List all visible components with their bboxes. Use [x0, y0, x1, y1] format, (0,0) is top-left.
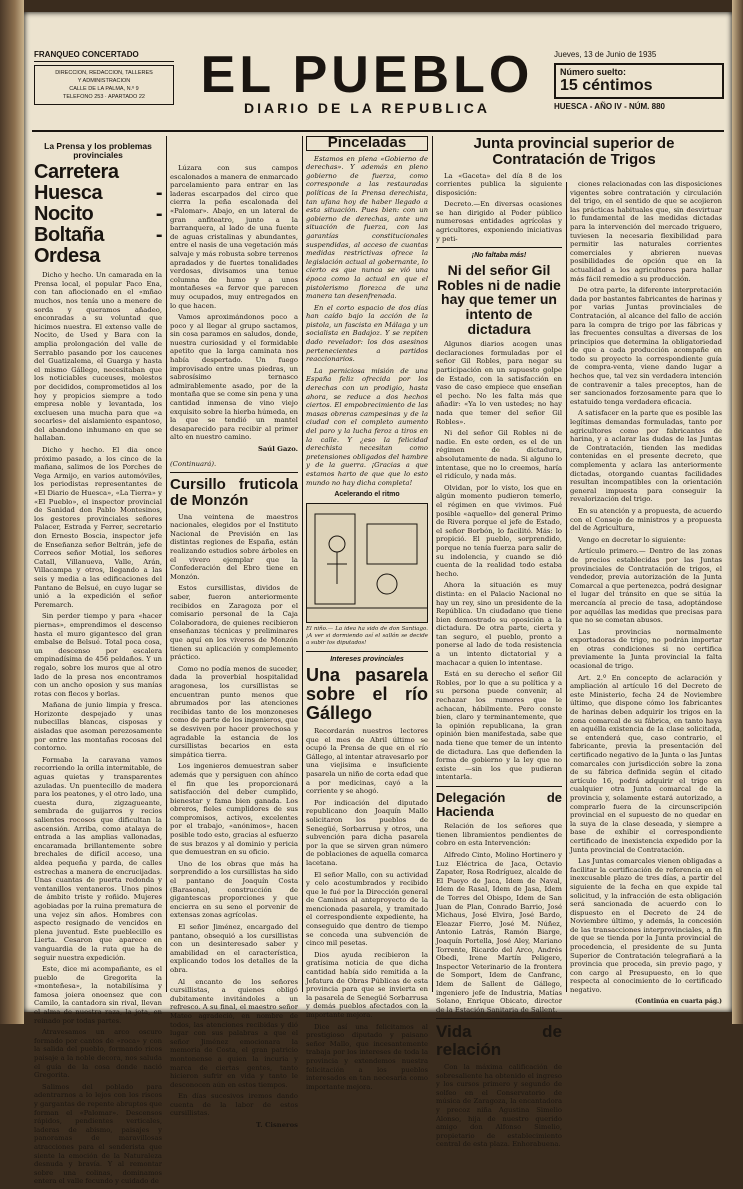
- cartoon-drawing: [307, 504, 427, 620]
- continued-note: (Continuará).: [170, 459, 217, 468]
- article-headline: Delegación de Hacienda: [436, 789, 562, 819]
- paragraph: Las provincias normalmente exportadoras de trigo, no podrán importar en otras condiciones si no certifica previamente la Junta provincial la falta ocasional de trigo.: [570, 627, 722, 671]
- paragraph: La «Gaceta» del día 8 de los corrientes publica la siguiente disposición:: [436, 171, 562, 197]
- column-divider: [302, 136, 303, 992]
- paragraph: Una veintena de maestros nacionales, elegidos por el Instituto Nacional de Previsión en las distintas regiones de España, están realizando estudios sobre árboles en el vivero ejemplar que la Confederación del Ebro tiene en Monzón.: [170, 512, 298, 581]
- column-divider: [166, 136, 167, 992]
- masthead-right: [554, 50, 724, 111]
- paragraph: Salimos del poblado para adentrarnos a lo lejos con los riscos y gargantas de repente abruptos que forman el «Palomar». Descensos rápidos, pendientes verticales, laderas de abismo, paisajes y panoramas de maravillosas atracciones para el senderista que siente la emoción de la Naturaleza desnuda y bravía. Y al remontar sobre una colinas, dominamos entera el valle fecundo y cuidado de: [34, 1082, 162, 1186]
- byline: T. Cisneros: [256, 1121, 298, 1130]
- franqueo-label: FRANQUEO CONCERTADO: [34, 50, 174, 62]
- paragraph: Dicho y hecho. El dia once próximo pasado, a los cinco de la mañana, salimos de los Porches de Vega Armijo, en varios automóviles, los periodistas representantes de «El Diario de Huesca», «La Tierra» y «El Pueblo», el inspector provincial de Sanidad don Pablo Montesinos, los gestores provinciales señores Palacer, Estrada y Ferrer, secretario don Ernesto Boscia, inspector jefe de Enseñanza señor Beltrán, jefe de Correos señor Motial, los señores Catall, Villanueva, Valle, Arán, Villacampa y otros, llegando a las seis y media a las edificaciones del Pantano de Belsué, en cuyo lugar se unió a la expedición el señor Peremarch.: [34, 446, 162, 609]
- paragraph: Mañana de junio limpia y fresca. Horizonte despejado y unas nubecillas blancas, cisposas y aisladas que asoman perezosamente por entre las montañas rocosas del contorno.: [34, 701, 162, 753]
- paragraph: De otra parte, la diferente interpretación dada por bastantes fabricantes de harinas y por varias Juntas provinciales de Contratación, al alcance del fallo de acción para la compra de trigo por las fábricas y las frecuentes consultas a diversas de los principios que determina la obligatoriedad de que a cada producción acompañe en todo su proyecto la correspondiente guía de compra-venta, viene dando lugar a hechos que, tal vez sin verdadera intención de contravenir a tales preceptos, han de ser sancionados forzosamente para que lo estatuido tenga verdadera eficacia.: [570, 286, 722, 406]
- paragraph: Dice así una felicitamos al prestigioso diputado y paisano señor Mallo, que incesantemente trabaja por los intereses de toda la provincia y extendemos nuestra felicitación a los pueblos interesados en tan necesaria como importante mejora.: [306, 1022, 428, 1091]
- paragraph: Uno de los obras que más ha sorprendido a los cursillistas ha sido el pantano de Joaquín Costa (Barasona), construcción de gigantescas proporciones y que encierra en su seno el porvenir de extensas zonas agrícolas.: [170, 859, 298, 920]
- article-headline: Junta provincial superior de Contratación de Trigos: [473, 135, 675, 168]
- continued-note: (Continúa en cuarta pág.): [634, 997, 722, 1005]
- column-3: [306, 136, 428, 1094]
- paragraph: Por indicación del diputado republicano don Joaquín Mallo solicitaron los pueblos de Senegüé, Sorbarrusa y otros, una subvención para dicha pasarela por la que se sirven gran número de poblaciones de aquella comarca lacetana.: [306, 798, 428, 867]
- paragraph: Atravesamos un arco oscuro formado por cantos de «roca» y con la salida del pueblo, formando ricos paisaje a la noble decora, nos saluda el guía de la cosa donde nació Gregorita.: [34, 1028, 162, 1080]
- admin-line: Y ADMINISTRACION: [77, 78, 131, 84]
- book-spine: [0, 0, 24, 1024]
- article-headline: Cursillo fruticola de Monzón: [170, 476, 298, 509]
- paragraph: Artículo primero.— Dentro de las zonas de precios establecidas por las Juntas provinciales de Contratación de trigos, el vendedor, previa autorización de la Junta Comarcal a que pertenezca, podrá designar el lugar del tránsito en que se sitúa la mercancía al precio de tasa, adoptándose por aquéllas las medidas que precisas para que no se cometan abusos.: [570, 547, 722, 625]
- paragraph: Sin perder tiempo y para «hacer piernas», emprendimos el descenso hasta el muro gigantesco del gran embalse de Belsué. Total poca cosa, un descenso por escalera empinadísima de 456 peldaños. Y un regalo, sobre los muros que al otro lado de la presa nos encontramos con un ancho oposion y sus manías rotas con flecos y borlas.: [34, 612, 162, 698]
- column-1: [34, 136, 162, 1189]
- paragraph: ciones relacionadas con las disposiciones vigentes sobre contratación y circulación del trigo, en el sentido de que se acojieron las prácticas habituales que, sin desvirtuar lo fundamental de las medidas dictadas para la intervención del mercado triguero, tuviesen la necesaria flexibilidad para permitir las naturales corrientes comerciales y abrieren nuevas posibilidades de opción que en la actualidad a los agricultores para hallar más fácil remedio a su producción.: [570, 180, 722, 283]
- paragraph: El señor Jiménez, encargado del pantano, obsequió a los cursillistas con un desinteresado saber y amabilidad en el característica, explicando todos los detalles de la obra.: [170, 923, 298, 974]
- cartoon-title: Acelerando el ritmo: [334, 491, 400, 499]
- paragraph: Vamos aproximándonos poco a poco y al llegar al grupo sactamos, sin cosa paramos en saludos, donde, nuestra curiosidad y el formidable apetito que la larga caminata nos había despertado. Un fuego improvisado entre unas piedras, un sabrosísimo ternasco admirablemente asado, por de la montaña que se come sin pena y una cantidad inmensa de vino viejo exquisito sobre la hierba húmeda, en la que se tendió un mantel desaparecido para recibir al primer alto en nuestro camino.: [170, 313, 298, 442]
- article-kicker: La Prensa y los problemas provinciales: [44, 141, 152, 160]
- paragraph: Formaba la caravana vamos recorriendo la orilla intermitable, de aguas quietas y transparentes azuladas. Un puentecillo de madera para los peatones, y el otro lado, una cuesta dura, zigzagueante, sembrada de guijarros y recios salientes rocosos que dificultan la ascensión. Arriba, como atalaya de entrada a las amplias vallonadas, encaramada brillantemente sobre brechales de difícil acceso, una aldea pequeña y parda, de calles estrechas a manera de encrucijadas. Unas cuantas de puerta redonda y ventanillos ventaneros. Unos pinos de ámbito triste y roñido. Mujeres agobiadas por la ruina prematura de una vejez sin años. Hombres con aspecto resignado de vencidos en plena juventud. Este pueblecillo es Lierta. Cesaron que aparece en vanguardia de la ruta que ha de seguir nuestra expedición.: [34, 755, 162, 962]
- article-headline: Ni del señor Gil Robles ni de nadie hay que temer un intento de dictadura: [437, 261, 561, 337]
- article-headline: Vida de relación: [436, 1022, 562, 1060]
- paragraph: La perniciosa misión de una España feliz ofrecida por los derechas con un prodigio, hasta ahora, se reduce a dos hechos ciertos. El empobrecimiento de las masas obreras campesinas y de la ciudad con el completo aumento del paro y la lucha feroz a tiros en la calle. Y ¿eso la felicidad derechista necesitan como pretensiones obligados del hambre y de la guerra. ¡Gracias a que estamos harto de que que lo esto mundo no hay dicha completa!: [306, 366, 428, 487]
- paragraph: A satisfacer en la parte que es posible las legítimas demandas formuladas, tanto por agricultores como por fabricantes de harina, y a aclarar las dudas de las Juntas de Contratación, tienden las medidas contenidas en el presente decreto, que complementa y aclara las anteriormente dictadas, otorgando cuantas facilidades resultan incompatibles con la orientación general impuesta para conseguir la revalorización del trigo.: [570, 409, 722, 504]
- admin-box: [34, 65, 174, 105]
- admin-line: DIRECCION, REDACCION, TALLERES: [55, 70, 153, 76]
- paragraph: Dios ayuda recibieron la gratísima noticia de que dicha cantidad había sido remitida a la Jefatura de Obras Públicas de esta provincia para que se invierta en la pasarela de Senegüé Sorbarrusa y demás pueblos afectados con la importante mejora.: [306, 950, 428, 1020]
- paragraph: Relación de los señores que tienen libramientos pendientes de cobro en esta Intervención:: [436, 822, 562, 848]
- issue-date: Jueves, 13 de Junio de 1935: [554, 50, 657, 59]
- paragraph: Con la máxima calificación de sobresaliente ha obtenido el ingreso y los cursos primero y segundo de solfeo en el Conservatorio de música de Zaragoza, la encantadora y precoz niña Agustina Simelio Alonso, hija de nuestro querido amigo don Alfonso Simelio, propietario de establecimiento central de esta plaza. Enhorabuena.: [436, 1063, 562, 1149]
- article-headline: Carretera Huesca - Nocito - Boltaña - Ordesa: [34, 161, 162, 268]
- pinceladas-body: [306, 155, 428, 488]
- divider: [436, 247, 562, 248]
- page-edge: [732, 0, 743, 1024]
- paragraph: Art. 2.º En concepto de aclaración y ampliación al artículo 16 del Decreto de este Ministerio, fecha 24 de Noviembre último, que dispone cómo los fabricantes de harinas deben adquirir los trigos en la zona comarcal de su fábrica, en tanto haya en aquélla existencia de la clase solicitada, se entenderá que, caso contrario, el fabricante, previa la presentación del certificado negativo de la Junta o las Juntas comarcales con jurisdicción sobre la zona de su fábrica definida según el citado artículo 16, podrá adquirir el trigo en cualquier otra Junta comarcal de la provincia y, solamente estará autorizado, a comprarlo fuera de la circunscripción provincial en el supuesto de no quedar en la suya de la clase deseada, y siempre a base de exhibir el correspondiente certificado de inexistencia expedido por la Junta provincial de Contratación.: [570, 673, 722, 854]
- admin-line: CALLE DE LA PALMA, N.º 9: [69, 86, 139, 92]
- paragraph: Como no podía menos de suceder, dada la proverbial hospitalidad aragonesa, los cursillistas se encuentran punto menos que abrumados por las atenciones recibidas tanto de los monzoneses como de parte de los ingenieros, que se desviven por hacer provechosa y agradable la estancia de los cursillistas becarios en esta simpática tierra.: [170, 664, 298, 759]
- paragraph: Dicho y hecho. Un camarada en la Prensa local, el popular Paco Ena, con tan afiocionado en el «mñao muchos, nos tenía uno a menere de sorda y queramos añadeo, enconradas a su voluntad que hicimos nuestra. El extenso valle de Nocito, de Used y Bara con la amplia prolongación del valle de Serrablo pasando por los caucenes del Guatizalema, el Guarga y hasta el mismo Gállego, necesitaban que los noticiables cuceuses, molestos por decididos, comprometidos al los hoy y propicios siempre a todo empresa noble y levantada, los excluesen una mucha para que «a socarles» del aislamiento espantoso, del abandono inhumano en que se hallaban.: [34, 271, 162, 443]
- column-divider: [566, 182, 567, 992]
- divider: [170, 472, 298, 473]
- paragraph: En el corto espacio de dos días han caído bajo la acción de la pistola, un fascista en Málaga y un socialista en Badajoz. Y se repiten dado revelador: los dos asesinos pertenecientes a partidos reaccionarios.: [306, 303, 428, 364]
- masthead-left: [34, 50, 174, 105]
- paragraph: Decreto.—En diversas ocasiones se han dirigido al Poder público numerosas entidades agrícolas y agricultores, exponiendo iniciativas y peti-: [436, 200, 562, 243]
- pinceladas-title: Pinceladas: [306, 136, 428, 151]
- divider: [306, 651, 428, 652]
- paragraph: Estamos en plena «Gobierno de derechas». Y además en pleno gobierno de fuerza, como corresponde a las restauradas políticas de la Prensa derechista, tan ufana hoy de haber llegado a esta situación. Pues bien: con un gobierno de derechas, ante una situación de fuerza, con las garantías constitucionales suspendidas, al acceso de cuantas medidas restrictivas ofrece la legislación actual al gobernante, lo cierto es que nunca se vió una época como la actual en que el pistolerismo florezca de una manera tan desenfrenada.: [306, 154, 428, 301]
- paragraph: Alfredo Cinto, Molino Hortinero y Luz Eléctrica de Jaca, Octavio Zapater, Rosa Rodríguez, alcalde de El Pueyo de Jaca, Idem de Naval, Idem de Rasal, Idem de Jasa, Idem de Torres del Obispo, Idem de San Juan de Plan, Conrado Barrio, José Michaus, José Elvira, José Bardo, Eleazar Fierro, José M. Núñez, Antonio Latrás, Ramón Biarge, Joaquín Portella, José Aley, Mariano Torrente, Ricardo del Arco, Andrés Obedi, Irene Martín Peligero, Inspector Veterinario de la frontera de Somport, Idem de Canfranc, Idem de Sallent de Gállego, ingeniero jefe de Industria, Matías Solano, Enrique Obicato, director de la Estación Sanitaria de Sallent.: [436, 851, 562, 1014]
- paragraph: Algunos diarios acogen unas declaraciones formuladas por el señor Gil Robles, para negar su participación en un supuesto golpe de Estado, con la satisfacción en vaso de caso empiece que enseñan el pecho. No les falta más que añadir: «Ya lo ven ustedes; no hay nada que temer del señor Gil Robles».: [436, 340, 562, 426]
- divider: [436, 786, 562, 787]
- paragraph: El señor Mallo, con su actividad y celo acostumbrados y recibido que le fué por la Dirección general de Caminos al anteproyecto de la mencionada pasarela, y tramitado el correspondiente expediente, ha conseguido que dentro de tiempo se conceda una subvención de cinco mil pesetas.: [306, 870, 428, 948]
- paragraph: Está en su derecho el señor Gil Robles, por lo que a su política y a su persona puede convenir, al rechazar los rumores que le achacan, hábilmente. Pero conste bien, claro y terminantemente, que la opinión republicana, la gran opinión bien manifestada, sabe que nada tiene que temer de un intento de dictadura. Las que defienden la forma de gobierno y la ley que no existe —sin los que pudieran intentarla.: [436, 670, 562, 782]
- price-box: [554, 63, 724, 99]
- column-divider: [432, 136, 433, 992]
- cartoon-illustration: [306, 503, 428, 623]
- price-label: Número suelto:: [560, 67, 627, 77]
- newspaper-subtitle: DIARIO DE LA REPUBLICA: [244, 100, 490, 116]
- paragraph: Los ingenieros demuestran saber además que y persiguen con ahínco el fin que les proporcionará satisfacción del deber cumplido, bienestar y fama bien ganada. Los obreros, fieles cumplidores de sus compromisos, activos, excelentes por el trabajo, «anónimos», hacen posible todo esto, gracias al esfuerzo de sus brazos y al dominio y pericia que demuestran en su oficio.: [170, 762, 298, 857]
- paragraph: Ni del señor Gil Robles ni de nadie. En este orden, es el de un régimen de dictadura, absolutamente de nada. Si alguno lo intentase, que no lo creemos, haría el ridículo, y nada más.: [436, 429, 562, 481]
- paragraph: Estos cursillistas, dividos de saber, fueron anteriormente recibidos en Zaragoza por el comisario personal de la Caja Colaboradora, de quienes recibieron enseñanzas técnicas y preliminares que aquí en los viveros de Monzón tienen su aplicación y complemento práctico.: [170, 584, 298, 662]
- paragraph: Este, dice mi acompañante, es el pueblo de Gregorita la «monteñesa», la notabilísima y famosa joiera onoensez que con Camilo, la cantadora sin rival, llevan el alma de nuestra raza, la jota, en reinado por todas partes.: [34, 965, 162, 1025]
- newspaper-title: EL PUEBLO: [200, 46, 534, 104]
- paragraph: Olvidan, por lo visto, los que en algún momento pudieron temerlo, el régimen en que vivimos. Fué posible «aquello» del general Primo de Rivera porque el jefe de Estado, el señor Borbón, lo facilitó. Más: lo propició. El pueblo, sorprendido, porque no tenía fuerza para salir de su indolencia, y cuando se dió cuenta de la realidad todo estaba hecho.: [436, 483, 562, 578]
- article-kicker: ¡No faltaba más!: [471, 252, 527, 260]
- paragraph: Ahora la situación es muy distinta: en el Palacio Nacional no hay un rey, sino un presidente de la República. Un ciudadano que tiene bien demostrado su oposición a la dictadura. De otra parte, cierta y tan seguro, el pueblo, pronto a ponerse al lado de toda resistencia a un intento dictatorial y a machacar a quien lo intentase.: [436, 581, 562, 667]
- paragraph: Recordarán nuestros lectores que el mes de Abril último se ocupó la Prensa de que en el río Gállego, al intentar atravesarlo por una viejisima e insuficiente pasarela un niño de corta edad que a por medicinas, cayó a la corriente y se ahogó.: [306, 727, 429, 796]
- column-2: [170, 164, 298, 1136]
- divider: [436, 1018, 562, 1019]
- newspaper-page: [24, 12, 732, 1186]
- price-value: 15 céntimos: [560, 77, 653, 94]
- cartoon-caption: El niño.— La idea ha sido de don Santiago. ¡A ver si dormiendo así el sallón se decide a subir los diputados!: [306, 625, 428, 646]
- paragraph: Vengo en decretar lo siguiente:: [578, 535, 686, 544]
- issue-number: HUESCA - AÑO IV - NÚM. 880: [554, 102, 665, 111]
- paragraph: Lúzara con sus campos escalonados a manera de enmarcado parcelamiento para entrar en las laderas escarpados del circo que cierra la peña escalonada del «Palomar». Abajo, en un lateral de gran anfiteatro, junto a la barranquera, al lado de una fuente de aguas cristalinas y abundantes, entre el nasis de una vegetación más salvaje y más robusta sobre terrenos apradados y de fuertes tonalidades verdosas, divisamos una tenue columna de humo y a unos montañeses «a fervor que parecen muy ocupados, muy entregados en lo que hacen.: [170, 164, 298, 310]
- paragraph: Al encanto de los señores cursillistas, a quienes obligó dubitamente invitándoles a un refresco. A su final, el maestro señor Mateo agradeció, en nombre de todos, las atenciones recibidas y dió lugar con sus palabras a que el señor Jiménez emocionara la memoria de Costa, el gran patricio montonense a quien la incuria y marca de ciertas gentes, tanto hicieron sufrir en vida y tanto le desconocen aún en estos tiempos.: [170, 977, 298, 1089]
- masthead-rule: [32, 130, 724, 132]
- article-headline: Una pasarela sobre el río Gállego: [306, 665, 428, 724]
- paragraph: En su atención y a propuesta, de acuerdo con el Consejo de ministros y a propuesta del de Agricultura,: [570, 506, 722, 533]
- masthead-title: [182, 46, 552, 116]
- admin-line: TELEFONO 253 · APARTADO 22: [63, 94, 145, 100]
- paragraph: Las Juntas comarcales vienen obligadas a facilitar la certificación de referencia en el inexcusable plazo de tres días, a partir del siguiente de la fecha en que expide tal solicitud, y la infracción de esta obligación será sancionada de acuerdo con lo dispuesto en el Decreto de 24 de Noviembre último, y además, la concesión de las transacciones interprovinciales, a fin de que se tienda por la Junta provincial de procedencia, el presidente de su Junta Superior de Contratación telegrafiará a la provincia que proceda, sin previo pago, y con cargo al Presupuesto, en lo que respecta al conocimiento de lo certificado negativo.: [570, 857, 722, 995]
- article-kicker: Intereses provinciales: [330, 655, 404, 663]
- byline: Saúl Gazo.: [257, 445, 298, 453]
- paragraph: En días sucesivos iremos dando cuenta de la labor de estos cursillistas.: [170, 1092, 298, 1118]
- column-5: [570, 180, 722, 1006]
